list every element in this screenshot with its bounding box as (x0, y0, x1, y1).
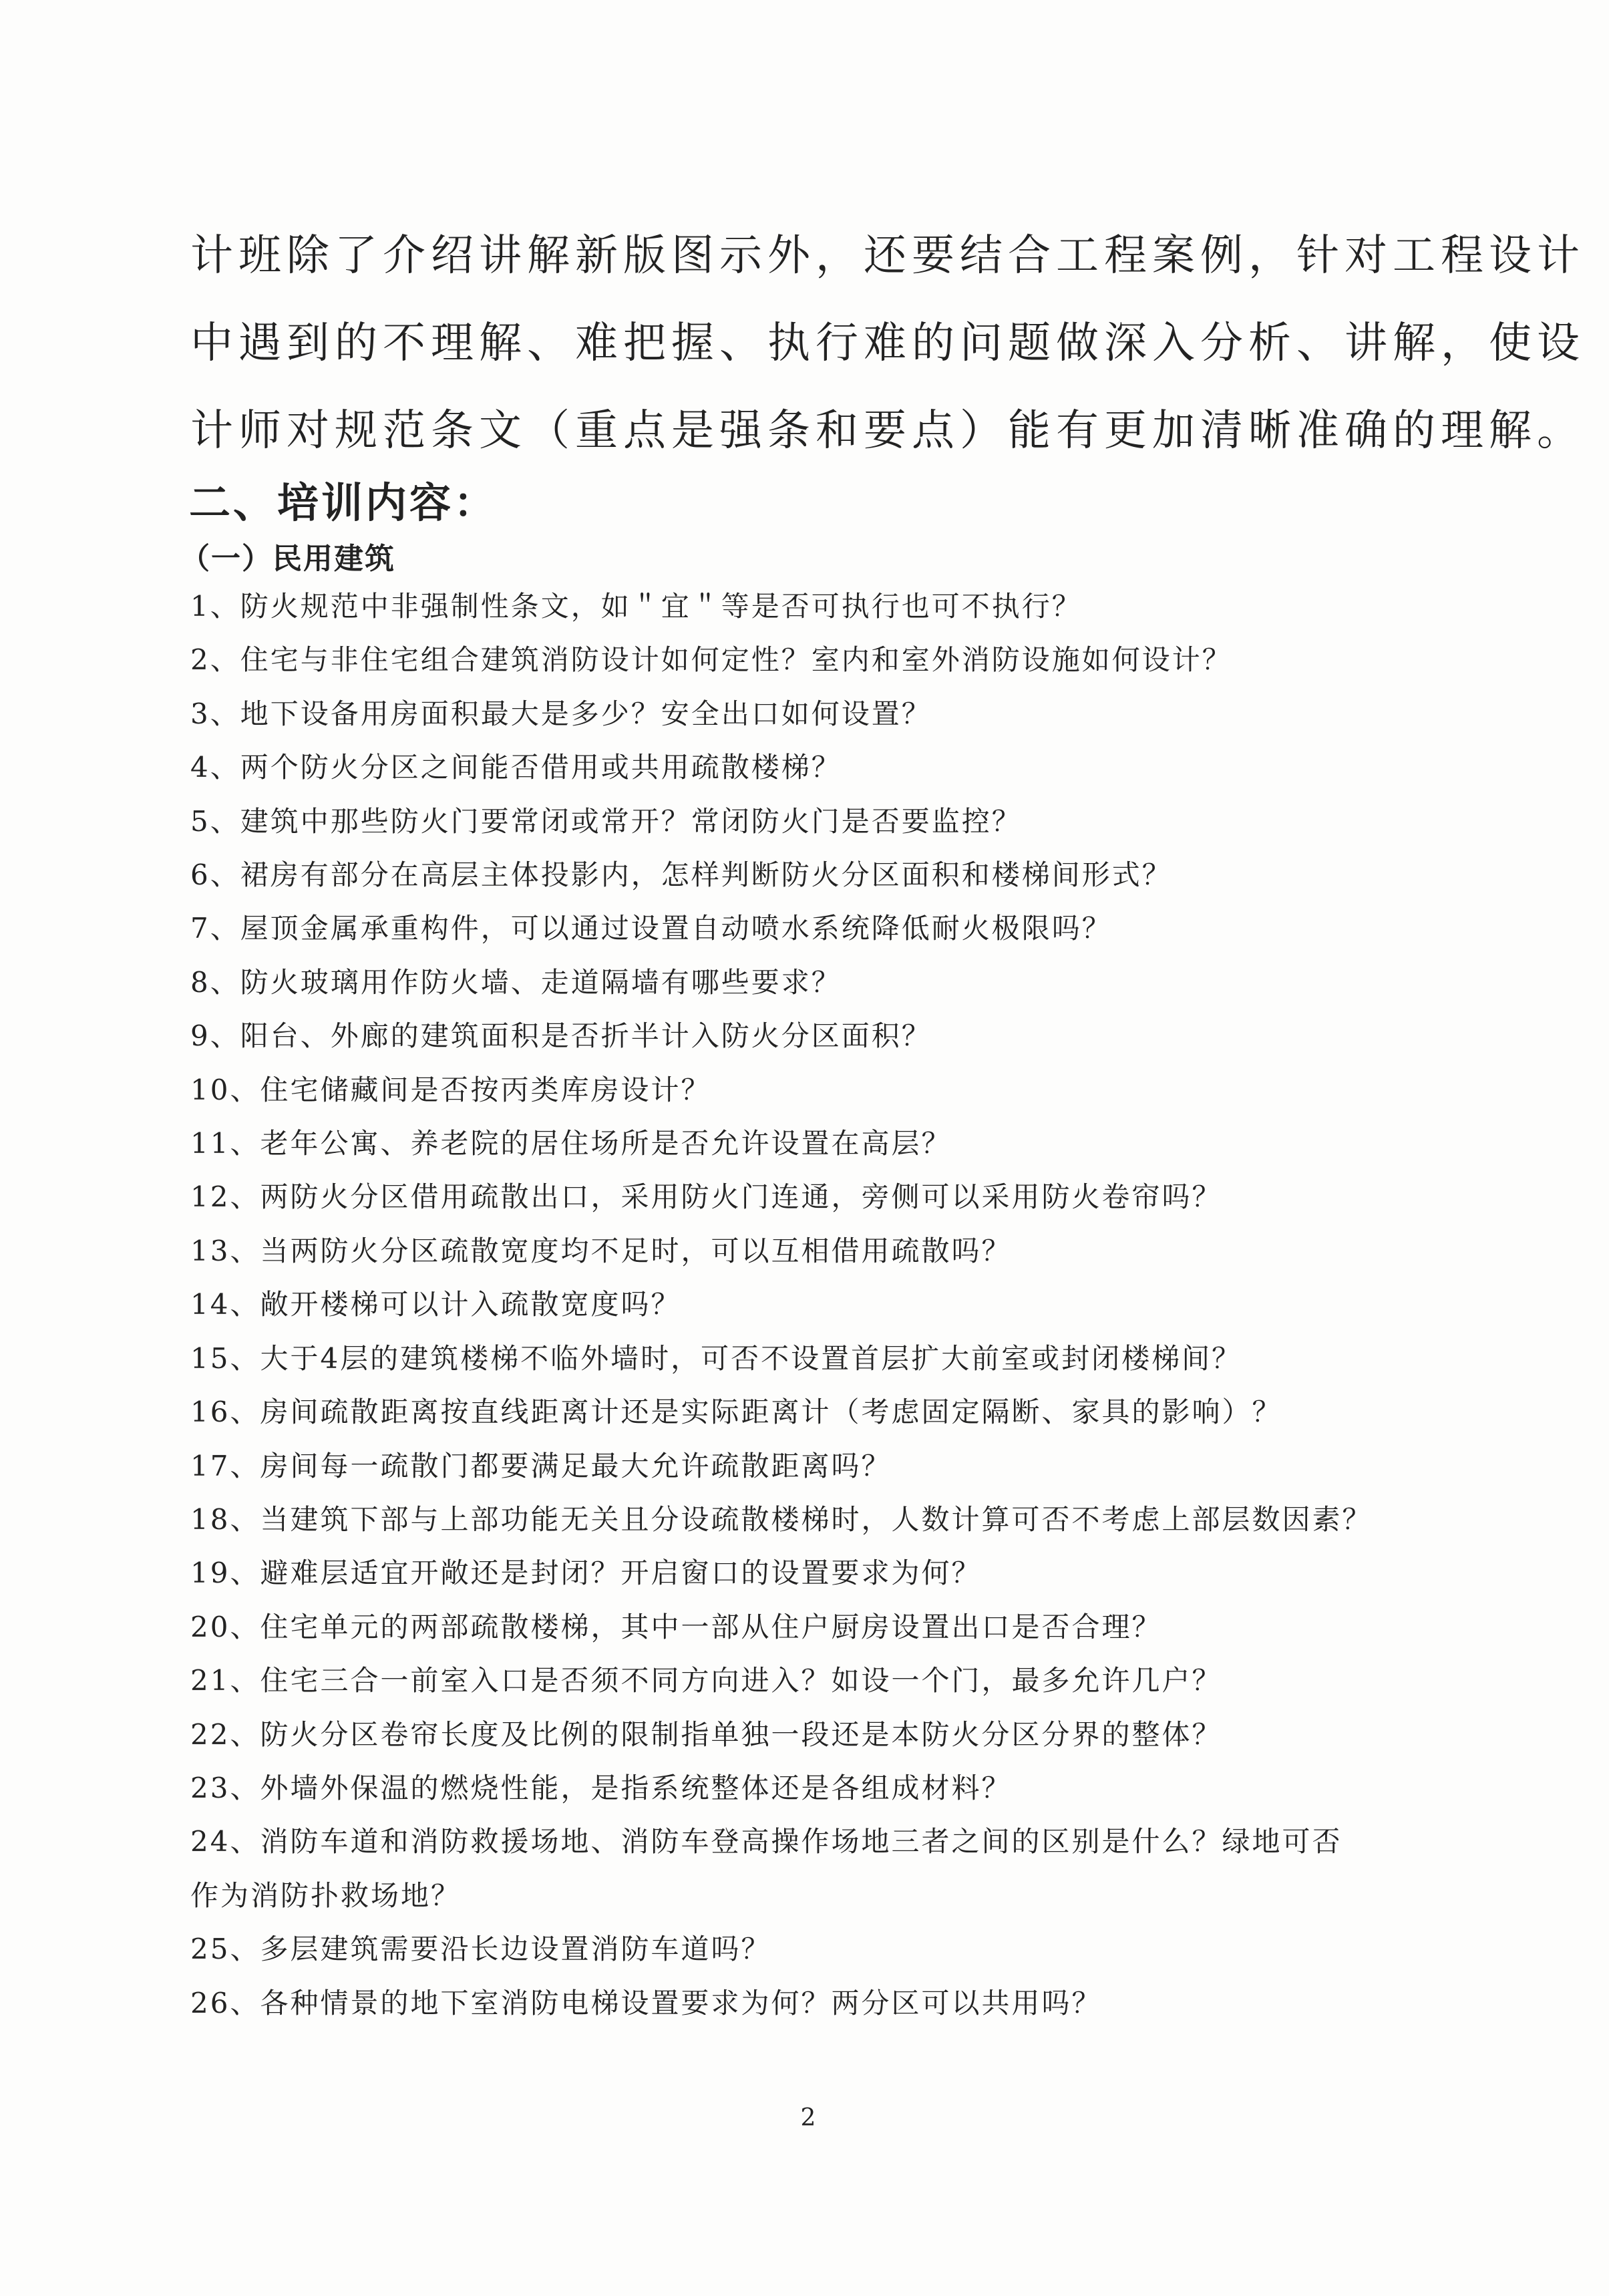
question-text: 15、大于4层的建筑楼梯不临外墙时，可否不设置首层扩大前室或封闭楼梯间？ (190, 1341, 1242, 1375)
question-text: 17、房间每一疏散门都要满足最大允许疏散距离吗？ (190, 1449, 892, 1482)
question-text: 21、住宅三合一前室入口是否须不同方向进入？如设一个门，最多允许几户？ (190, 1664, 1222, 1697)
question-text: 7、屋顶金属承重构件，可以通过设置自动喷水系统降低耐火极限吗？ (190, 912, 1112, 945)
intro-line: 计班除了介绍讲解新版图示外，还要结合工程案例，针对工程设计 (190, 231, 1585, 281)
intro-line: 中遇到的不理解、难把握、执行难的问题做深入分析、讲解，使设 (190, 319, 1585, 368)
question-text: 5、建筑中那些防火门要常闭或常开？常闭防火门是否要监控？ (190, 804, 1022, 838)
list-item (190, 1009, 1446, 1063)
list-item (190, 741, 1446, 794)
list-item (190, 1546, 1446, 1600)
intro-line: 计师对规范条文（重点是强条和要点）能有更加清晰准确的理解。 (190, 406, 1585, 456)
list-item (190, 687, 1446, 741)
list-item (190, 1170, 1446, 1224)
question-text: 26、各种情景的地下室消防电梯设置要求为何？两分区可以共用吗？ (190, 1986, 1102, 2019)
question-text: 12、两防火分区借用疏散出口，采用防火门连通，旁侧可以采用防火卷帘吗？ (190, 1180, 1222, 1214)
question-text: 11、老年公寓、养老院的居住场所是否允许设置在高层？ (190, 1127, 952, 1160)
list-item (190, 902, 1446, 955)
list-item (190, 1063, 1446, 1117)
list-item (190, 1708, 1446, 1762)
list-item (190, 1762, 1446, 1815)
question-text: 18、当建筑下部与上部功能无关且分设疏散楼梯时，人数计算可否不考虑上部层数因素？ (190, 1502, 1373, 1536)
subsection-title: （一）民用建筑 (180, 542, 395, 576)
question-text: 20、住宅单元的两部疏散楼梯，其中一部从住户厨房设置出口是否合理？ (190, 1610, 1162, 1643)
intro-paragraph (190, 212, 1585, 475)
list-item (190, 1977, 1446, 2030)
question-text-continued: 作为消防扑救场地？ (190, 1878, 462, 1912)
list-item (190, 1385, 1446, 1439)
question-text: 1、防火规范中非强制性条文，如＂宜＂等是否可执行也可不执行？ (190, 590, 1082, 623)
question-text: 8、防火玻璃用作防火墙、走道隔墙有哪些要求？ (190, 965, 842, 999)
question-text: 24、消防车道和消防救援场地、消防车登高操作场地三者之间的区别是什么？绿地可否 (190, 1825, 1343, 1858)
question-text: 25、多层建筑需要沿长边设置消防车道吗？ (190, 1933, 771, 1966)
question-text: 4、两个防火分区之间能否借用或共用疏散楼梯？ (190, 751, 842, 784)
list-item (190, 1654, 1446, 1707)
list-item (190, 848, 1446, 902)
section-title: 二、培训内容： (189, 478, 498, 527)
question-text: 22、防火分区卷帘长度及比例的限制指单独一段还是本防火分区分界的整体？ (190, 1717, 1222, 1751)
list-item (190, 1601, 1446, 1654)
question-text: 14、敞开楼梯可以计入疏散宽度吗？ (190, 1288, 681, 1321)
question-text: 16、房间疏散距离按直线距离计还是实际距离计（考虑固定隔断、家具的影响）？ (190, 1396, 1282, 1429)
question-text: 2、住宅与非住宅组合建筑消防设计如何定性？室内和室外消防设施如何设计？ (190, 643, 1232, 677)
question-text: 9、阳台、外廊的建筑面积是否折半计入防火分区面积？ (190, 1019, 932, 1053)
list-item (190, 1815, 1446, 1923)
list-item (190, 956, 1446, 1009)
list-item (190, 1278, 1446, 1331)
question-list (190, 580, 1446, 2030)
question-text: 23、外墙外保温的燃烧性能，是指系统整体还是各组成材料？ (190, 1771, 1012, 1804)
list-item (190, 1117, 1446, 1170)
list-item (190, 580, 1446, 633)
list-item (190, 1224, 1446, 1278)
list-item (190, 1332, 1446, 1385)
list-item (190, 1493, 1446, 1546)
list-item (190, 1440, 1446, 1493)
list-item (190, 633, 1446, 687)
question-text: 13、当两防火分区疏散宽度均不足时，可以互相借用疏散吗？ (190, 1234, 1012, 1267)
list-item (190, 795, 1446, 848)
question-text: 6、裙房有部分在高层主体投影内，怎样判断防火分区面积和楼梯间形式？ (190, 858, 1172, 892)
page-number: 2 (800, 2104, 816, 2132)
list-item (190, 1923, 1446, 1976)
question-text: 10、住宅储藏间是否按丙类库房设计？ (190, 1073, 711, 1106)
question-text: 19、避难层适宜开敞还是封闭？开启窗口的设置要求为何？ (190, 1556, 982, 1590)
question-text: 3、地下设备用房面积最大是多少？安全出口如何设置？ (190, 697, 932, 730)
